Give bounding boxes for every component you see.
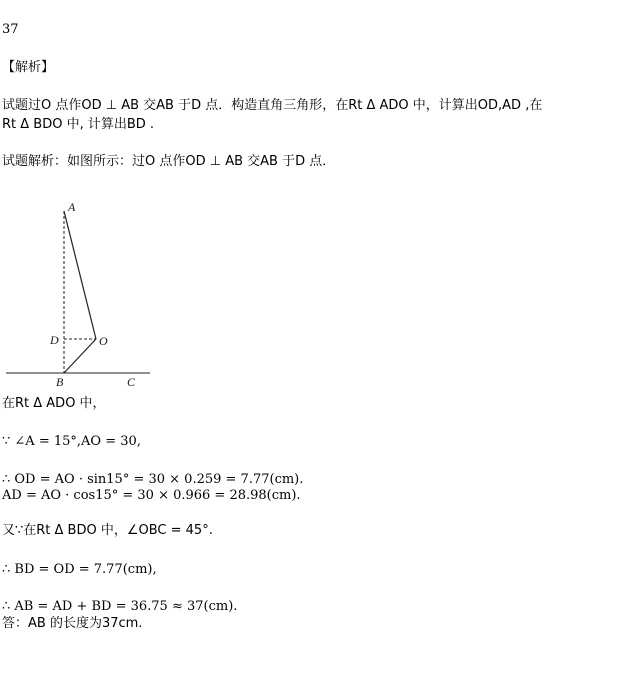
segment-ob <box>64 339 96 373</box>
ad-calculation: AD = AO · cos15° = 30 × 0.966 = 28.98(cm). <box>2 488 301 503</box>
solution-intro: 试题解析：如图所示：过O 点作OD ⊥ AB 交AB 于D 点． <box>2 154 336 169</box>
label-b: B <box>56 375 64 389</box>
given-values: ∵ ∠A = 15°,AO = 30, <box>2 434 141 449</box>
bdo-given: 又∵在Rt Δ BDO 中，∠OBC = 45°. <box>2 523 213 538</box>
geometry-figure <box>0 195 160 395</box>
answer-value: 37 <box>2 22 19 37</box>
bd-calculation: ∴ BD = OD = 7.77(cm), <box>2 562 157 577</box>
label-o: O <box>99 334 108 348</box>
method-line-1: 试题过O 点作OD ⊥ AB 交AB 于D 点．构造直角三角形，在Rt Δ ADO 中，计算出OD,AD ,在 <box>2 98 543 113</box>
ab-calculation: ∴ AB = AD + BD = 36.75 ≈ 37(cm). <box>2 599 238 614</box>
segment-ao <box>64 211 96 339</box>
method-line-2: Rt Δ BDO 中, 计算出BD . <box>2 117 155 132</box>
analysis-header: 【解析】 <box>2 60 55 75</box>
step-in-adO: 在Rt Δ ADO 中， <box>2 396 106 411</box>
label-c: C <box>127 375 136 389</box>
final-answer: 答：AB 的长度为37cm. <box>2 616 143 631</box>
od-calculation: ∴ OD = AO · sin15° = 30 × 0.259 = 7.77(cm). <box>2 472 304 487</box>
label-a: A <box>68 200 76 214</box>
label-d: D <box>50 333 59 347</box>
